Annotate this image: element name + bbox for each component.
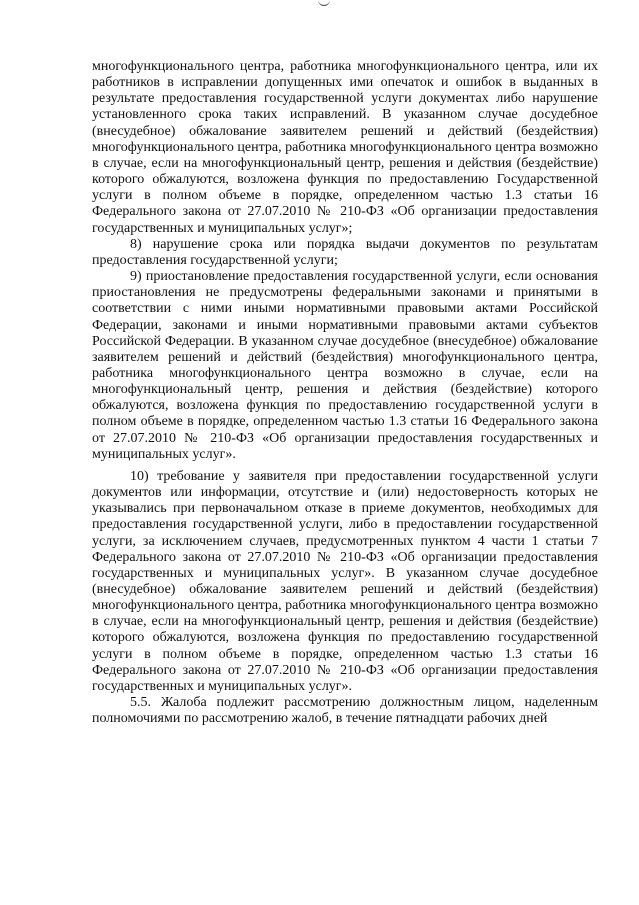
paragraph-5-5: 5.5. Жалоба подлежит рассмотрению должностным лицом, наделенным полномочиями по рассмотрению жалоб, в течение пятнадцати рабочих дней <box>92 695 598 727</box>
document-body <box>92 59 598 727</box>
page-number-mark <box>318 0 330 6</box>
paragraph-continuation: многофункционального центра, работника многофункционального центра, или их работников в исправлении допущенных ими опечаток и ошибок в выданных в результате предоставления государственной услуги документах либо нарушение установленного срока таких исправлений. В указанном случае досудебное (внесудебное) обжалование заявителем решений и действий (бездействия) многофункционального центра, работника многофункционального центра возможно в случае, если на многофункциональный центр, решения и действия (бездействие) которого обжалуются, возложена функция по предоставлению Государственной услуги в полном объеме в порядке, определенном частью 1.3 статьи 16 Федерального закона от 27.07.2010 № 210-ФЗ «Об организации предоставления государственных и муниципальных услуг»; <box>92 59 598 236</box>
paragraph-item-9: 9) приостановление предоставления государственной услуги, если основания приостановления не предусмотрены федеральными законами и принятыми в соответствии с ними иными нормативными правовыми актами Российской Федерации, законами и иными нормативными правовыми актами субъектов Российской Федерации. В указанном случае досудебное (внесудебное) обжалование заявителем решений и действий (бездействия) многофункционального центра, работника многофункционального центра возможно в случае, если на многофункциональный центр, решения и действия (бездействие) которого обжалуются, возложена функция по предоставлению государственной услуги в полном объеме в порядке, определенном частью 1.3 статьи 16 Федерального закона от 27.07.2010 № 210-ФЗ «Об организации предоставления государственных и муниципальных услуг». <box>92 269 598 462</box>
paragraph-item-10: 10) требование у заявителя при предоставлении государственной услуги документов или информации, отсутствие и (или) недостоверность которых не указывались при первоначальном отказе в приеме документов, необходимых для предоставления государственной услуги, либо в предоставлении государственной услуги, за исключением случаев, предусмотренных пунктом 4 части 1 статьи 7 Федерального закона от 27.07.2010 № 210-ФЗ «Об организации предоставления государственных и муниципальных услуг». В указанном случае досудебное (внесудебное) обжалование заявителем решений и действий (бездействия) многофункционального центра, работника многофункционального центра возможно в случае, если на многофункциональный центр, решения и действия (бездействие) которого обжалуются, возложена функция по предоставлению государственной услуги в полном объеме в порядке, определенном частью 1.3 статьи 16 Федерального закона от 27.07.2010 № 210-ФЗ «Об организации предоставления государственных и муниципальных услуг». <box>92 468 598 694</box>
paragraph-item-8: 8) нарушение срока или порядка выдачи документов по результатам предоставления государственной услуги; <box>92 236 598 268</box>
